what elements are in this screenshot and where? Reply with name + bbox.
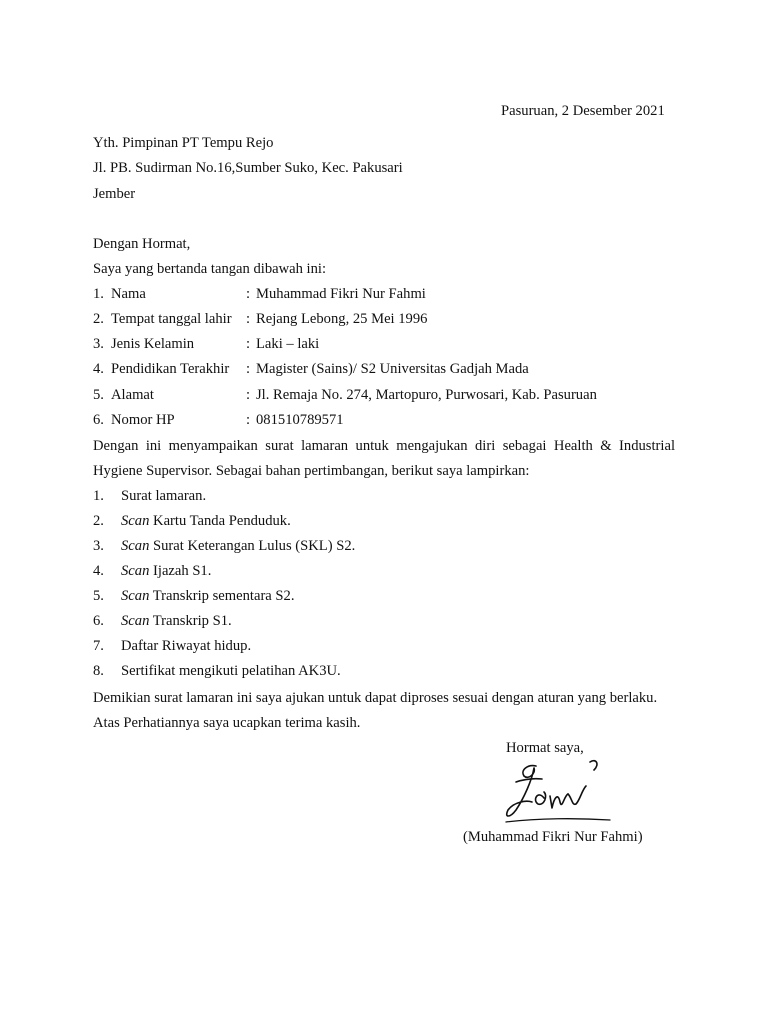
attachment-number: 4. xyxy=(93,563,104,579)
attachment-label: Kartu Tanda Penduduk. xyxy=(149,513,291,529)
attachment-number: 7. xyxy=(93,638,104,654)
attachment-label: Surat lamaran. xyxy=(121,488,207,504)
attachment-text xyxy=(121,513,291,530)
identity-number: 5. xyxy=(93,387,104,403)
attachment-number: 5. xyxy=(93,588,104,604)
attachment-item xyxy=(0,588,768,606)
identity-colon: : xyxy=(246,336,251,352)
identity-row xyxy=(0,412,768,430)
attachment-text xyxy=(121,613,232,630)
sign-off: Hormat saya, xyxy=(506,740,584,756)
identity-row xyxy=(0,387,768,405)
place-date: Pasuruan, 2 Desember 2021 xyxy=(501,103,665,119)
handwritten-signature xyxy=(498,752,618,830)
identity-number: 4. xyxy=(93,361,104,377)
identity-value: Laki – laki xyxy=(256,336,320,352)
attachment-label: Transkrip S1. xyxy=(149,613,232,629)
intro-line: Saya yang bertanda tangan dibawah ini: xyxy=(93,261,327,277)
attachment-item xyxy=(0,538,768,556)
closing-line-2: Atas Perhatiannya saya ucapkan terima kasih. xyxy=(93,715,361,731)
recipient-line-3: Jember xyxy=(93,186,136,202)
attachment-italic: Scan xyxy=(121,588,150,604)
identity-value: Muhammad Fikri Nur Fahmi xyxy=(256,286,426,302)
identity-number: 2. xyxy=(93,311,104,327)
identity-row xyxy=(0,336,768,354)
attachment-item xyxy=(0,663,768,681)
identity-colon: : xyxy=(246,412,251,428)
attachment-label: Transkrip sementara S2. xyxy=(149,588,295,604)
attachment-item xyxy=(0,513,768,531)
attachment-italic: Scan xyxy=(121,613,150,629)
attachment-number: 1. xyxy=(93,488,104,504)
attachment-text xyxy=(121,488,206,505)
attachment-number: 6. xyxy=(93,613,104,629)
recipient-line-1: Yth. Pimpinan PT Tempu Rejo xyxy=(93,135,274,151)
attachment-label: Daftar Riwayat hidup. xyxy=(121,638,252,654)
identity-label: Pendidikan Terakhir xyxy=(111,361,230,377)
identity-colon: : xyxy=(246,286,251,302)
identity-label: Tempat tanggal lahir xyxy=(111,311,232,327)
identity-value: 081510789571 xyxy=(256,412,344,428)
attachment-number: 2. xyxy=(93,513,104,529)
attachment-text xyxy=(121,638,251,655)
identity-row xyxy=(0,361,768,379)
recipient-line-2: Jl. PB. Sudirman No.16,Sumber Suko, Kec. Pakusari xyxy=(93,160,403,176)
attachment-text xyxy=(121,588,295,605)
closing-line-1: Demikian surat lamaran ini saya ajukan untuk dapat diproses sesuai dengan aturan yang berlaku. xyxy=(93,690,658,706)
identity-number: 1. xyxy=(93,286,104,302)
attachment-text xyxy=(121,563,211,580)
attachment-text xyxy=(121,538,355,555)
attachment-number: 8. xyxy=(93,663,104,679)
signature-name: (Muhammad Fikri Nur Fahmi) xyxy=(463,829,643,845)
attachment-label: Surat Keterangan Lulus (SKL) S2. xyxy=(149,538,356,554)
identity-colon: : xyxy=(246,387,251,403)
identity-number: 3. xyxy=(93,336,104,352)
greeting: Dengan Hormat, xyxy=(93,236,191,252)
identity-row xyxy=(0,311,768,329)
identity-value: Rejang Lebong, 25 Mei 1996 xyxy=(256,311,428,327)
body-paragraph-line-1: Dengan ini menyampaikan surat lamaran untuk mengajukan diri sebagai Health & Industrial xyxy=(93,438,675,454)
identity-colon: : xyxy=(246,361,251,377)
attachment-label: Ijazah S1. xyxy=(149,563,212,579)
identity-number: 6. xyxy=(93,412,104,428)
identity-colon: : xyxy=(246,311,251,327)
identity-label: Jenis Kelamin xyxy=(111,336,195,352)
identity-label: Alamat xyxy=(111,387,154,403)
attachment-italic: Scan xyxy=(121,563,150,579)
attachment-number: 3. xyxy=(93,538,104,554)
attachment-item xyxy=(0,613,768,631)
attachment-item xyxy=(0,638,768,656)
identity-value: Jl. Remaja No. 274, Martopuro, Purwosari, Kab. Pasuruan xyxy=(256,387,597,403)
attachment-item xyxy=(0,563,768,581)
attachment-text xyxy=(121,663,341,680)
body-paragraph-line-2: Hygiene Supervisor. Sebagai bahan pertimbangan, berikut saya lampirkan: xyxy=(93,463,530,479)
attachment-item xyxy=(0,488,768,506)
attachment-italic: Scan xyxy=(121,538,150,554)
identity-value: Magister (Sains)/ S2 Universitas Gadjah Mada xyxy=(256,361,529,377)
identity-row xyxy=(0,286,768,304)
identity-label: Nama xyxy=(111,286,146,302)
identity-label: Nomor HP xyxy=(111,412,175,428)
attachment-label: Sertifikat mengikuti pelatihan AK3U. xyxy=(121,663,341,679)
attachment-italic: Scan xyxy=(121,513,150,529)
